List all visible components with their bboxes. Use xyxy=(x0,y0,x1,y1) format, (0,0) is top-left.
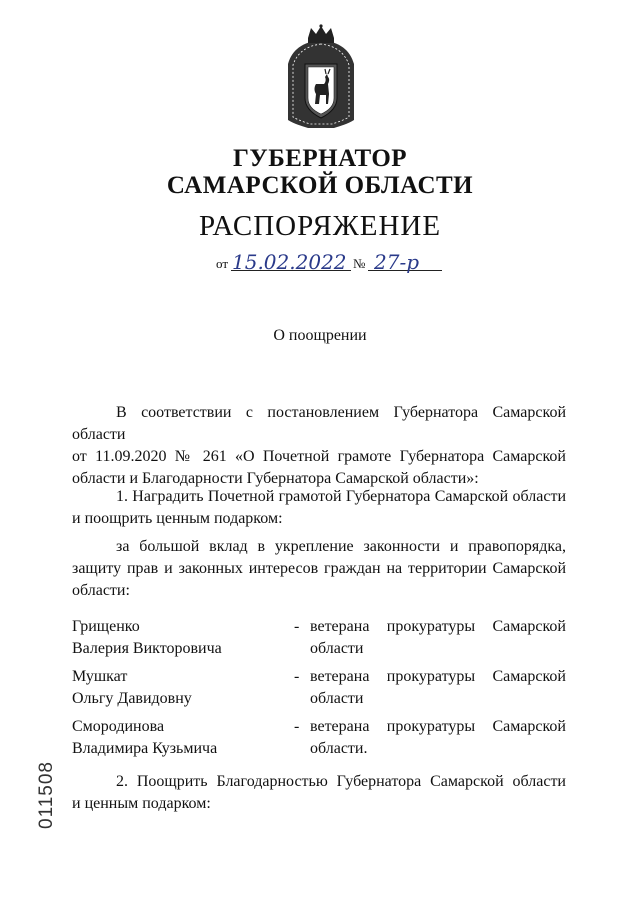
recipient-dash: - xyxy=(294,718,300,735)
coat-of-arms-icon xyxy=(284,24,358,130)
date-prefix: от xyxy=(216,256,229,271)
recipient-role-line2: области xyxy=(310,690,364,707)
recipient-role-line2: области. xyxy=(310,740,368,757)
recipient-role: ветерана прокуратуры Самарской xyxy=(310,668,566,685)
recipient-role-line2: области xyxy=(310,640,364,657)
handwritten-date: 15.02.2022 xyxy=(232,250,347,274)
item-1-reason-first-line: за большой вклад в укрепление законности и правопорядка, xyxy=(116,538,566,555)
item-2-paragraph xyxy=(72,771,566,815)
serial-number: 011508 xyxy=(36,761,57,829)
preamble-paragraph xyxy=(72,402,566,490)
date-number-line xyxy=(216,250,442,276)
recipient-role: ветерана прокуратуры Самарской xyxy=(310,718,566,735)
document-type: РАСПОРЯЖЕНИЕ xyxy=(198,210,442,242)
preamble-continuation: от 11.09.2020 № 261 «О Почетной грамоте Губернатора Самарской области и Благодарности Губернатора Самарской области»: xyxy=(72,448,566,487)
item-2-continuation: и ценным подарком: xyxy=(72,795,211,812)
item-1-reason-paragraph xyxy=(72,536,566,602)
recipient-entry xyxy=(72,616,566,662)
item-1-continuation: и поощрить ценным подарком: xyxy=(72,510,283,527)
recipient-name: Грищенко Валерия Викторовича xyxy=(72,618,222,657)
item-1-first-line: 1. Наградить Почетной грамотой Губернатора Самарской области xyxy=(116,488,566,505)
handwritten-number: 27-р xyxy=(374,250,420,274)
item-1-paragraph xyxy=(72,486,566,530)
recipient-name: Мушкат Ольгу Давидовну xyxy=(72,668,192,707)
number-prefix: № xyxy=(353,256,366,271)
recipient-name: Смородинова Владимира Кузьмича xyxy=(72,718,218,757)
issuer-title-line1: ГУБЕРНАТОР xyxy=(232,145,408,172)
recipient-entry xyxy=(72,666,566,712)
preamble-first-line: В соответствии с постановлением Губернатора Самарской области xyxy=(72,404,566,443)
recipient-dash: - xyxy=(294,668,300,685)
recipient-entry xyxy=(72,716,566,762)
issuer-title-line2: САМАРСКОЙ ОБЛАСТИ xyxy=(166,172,474,199)
recipient-dash: - xyxy=(294,618,300,635)
item-1-reason-continuation: защиту прав и законных интересов граждан на территории Самарской области: xyxy=(72,560,566,599)
recipient-role: ветерана прокуратуры Самарской xyxy=(310,618,566,635)
item-2-first-line: 2. Поощрить Благодарностью Губернатора Самарской области xyxy=(116,773,566,790)
document-subject: О поощрении xyxy=(273,327,367,344)
